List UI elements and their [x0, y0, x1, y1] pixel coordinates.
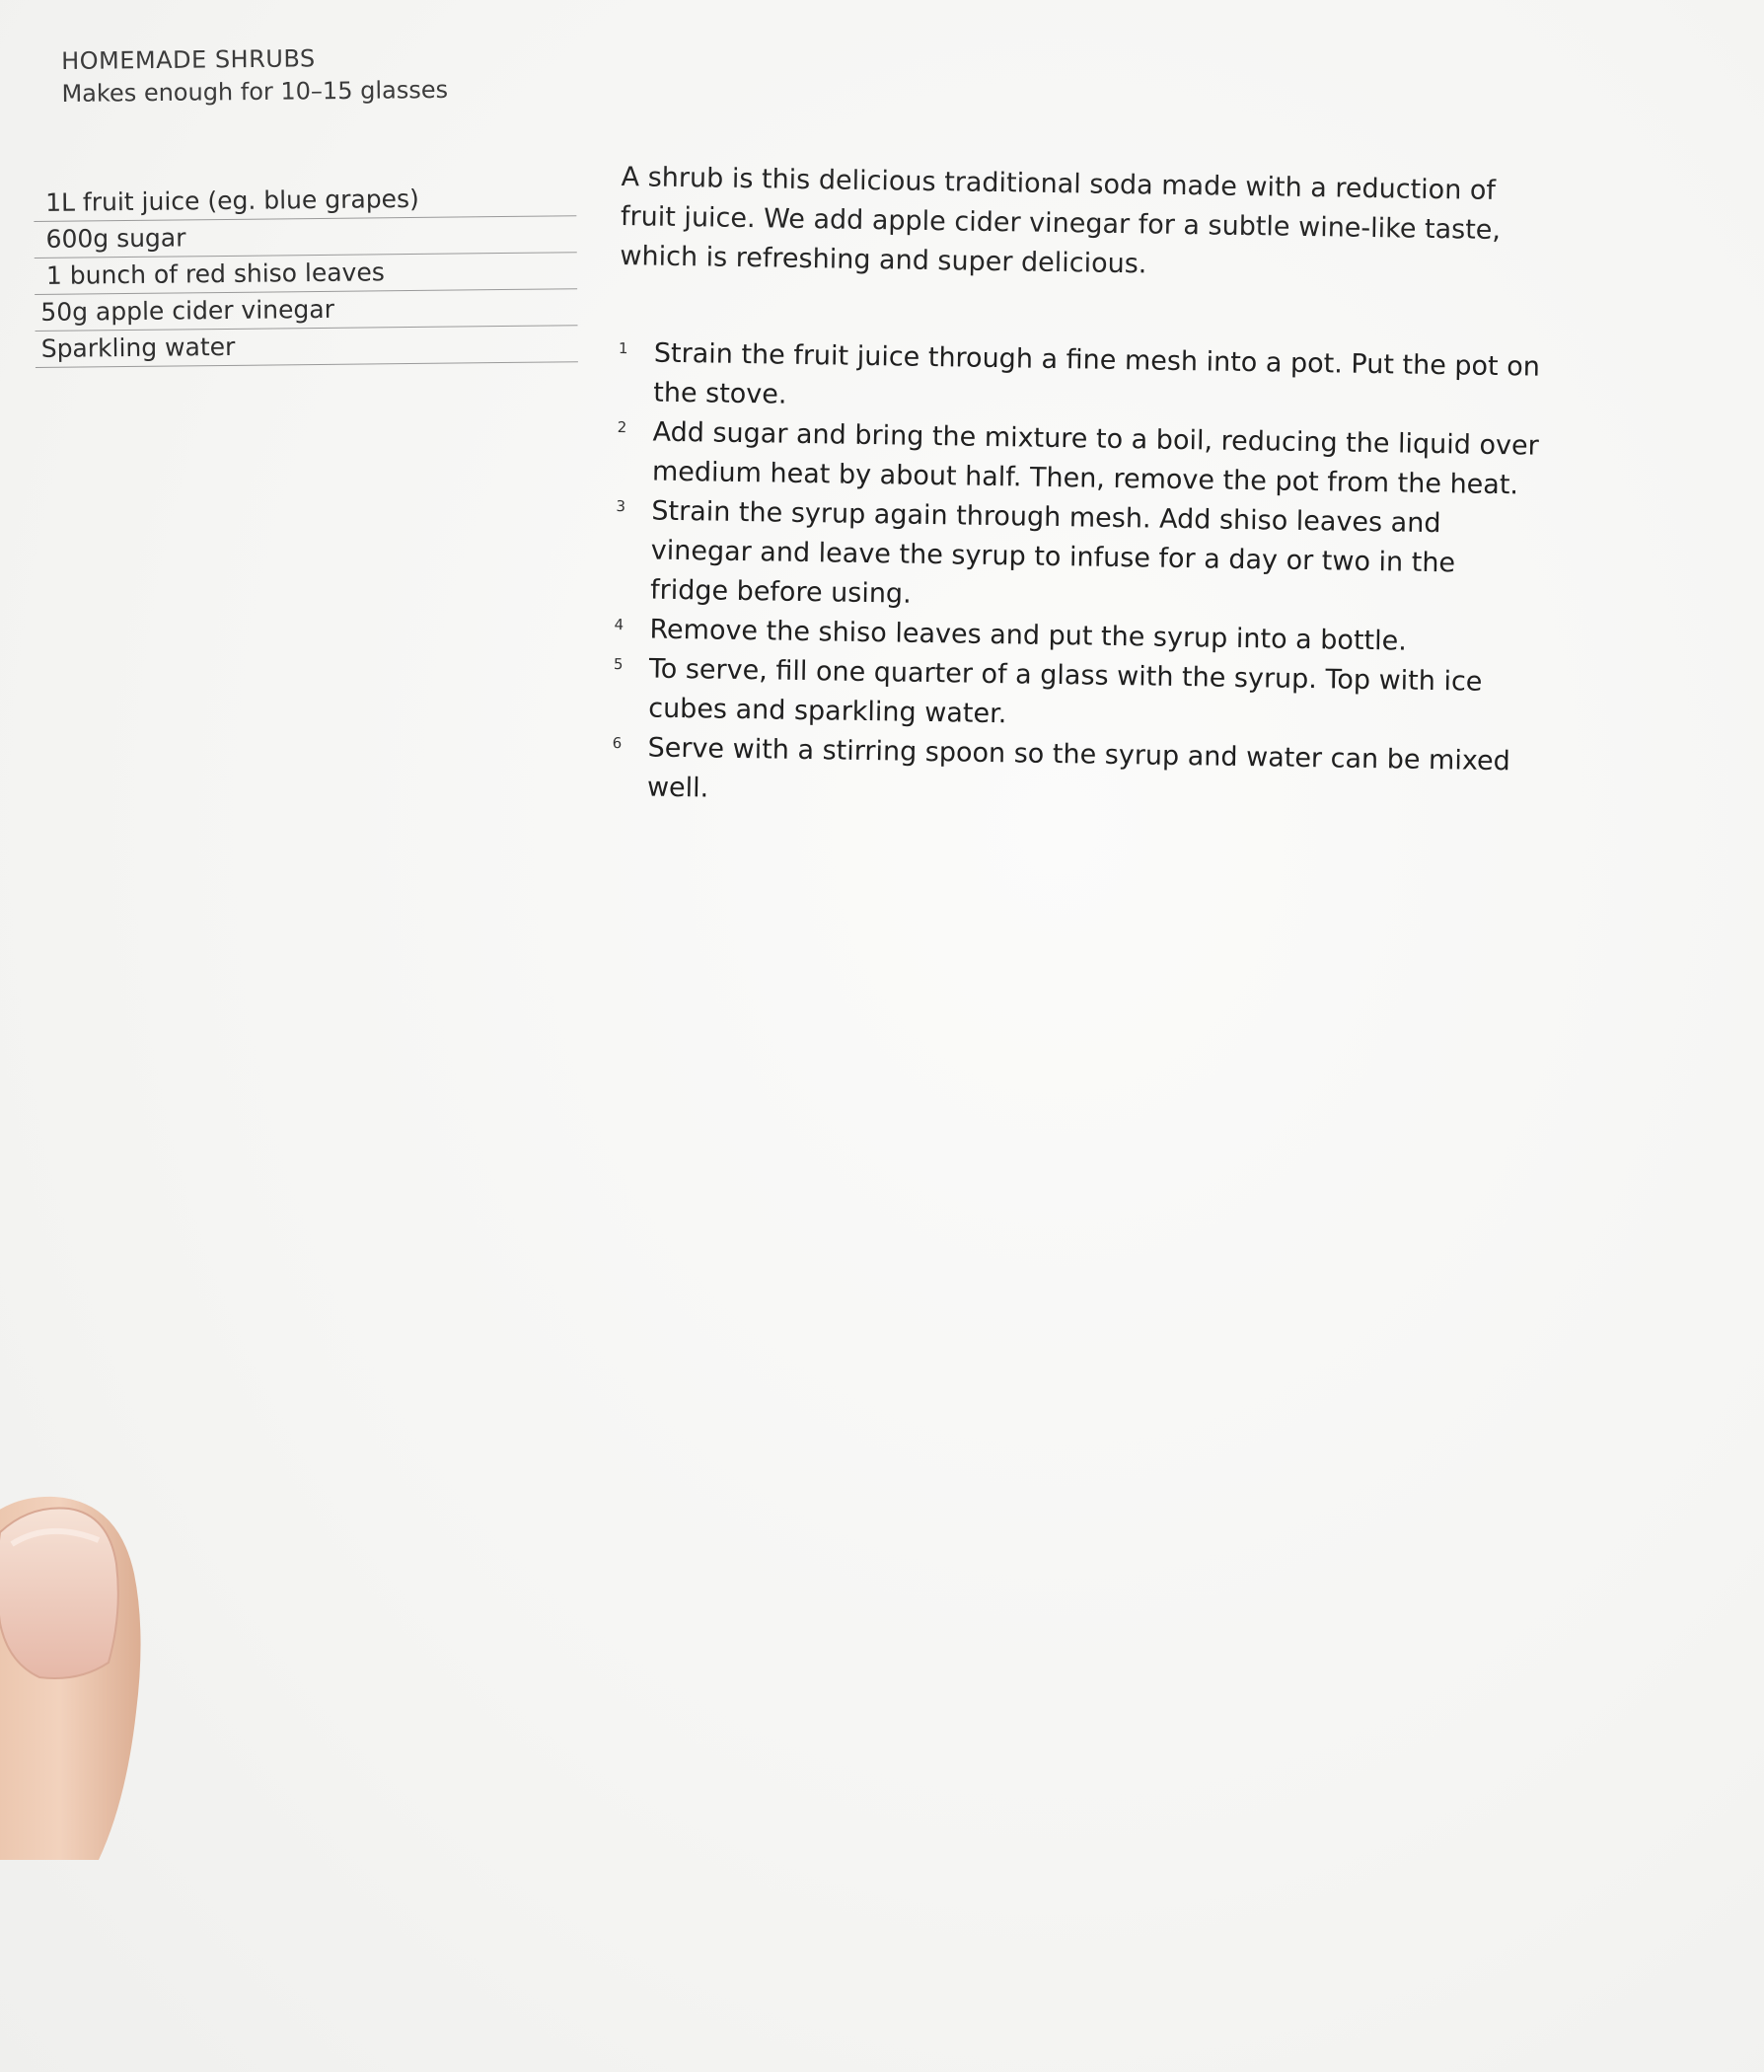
step-text: Strain the fruit juice through a fine mesh into a pot. Put the pot on the stove. [653, 337, 1541, 410]
step-number: 3 [616, 496, 626, 516]
step-number: 1 [618, 339, 628, 358]
ingredient-item: 50g apple cider vinegar [35, 289, 577, 332]
step-text: Remove the shiso leaves and put the syrup into a bottle. [649, 614, 1408, 657]
step-text: Strain the syrup again through mesh. Add shiso leaves and vinegar and leave the syrup to infuse for a day or two in the fridge before using. [649, 495, 1456, 610]
step-list [610, 333, 1544, 822]
step-item [613, 491, 1542, 625]
recipe-header [61, 41, 448, 111]
step-number: 4 [614, 615, 625, 634]
step-number: 2 [617, 417, 627, 437]
step-number: 5 [613, 654, 624, 674]
step-item [615, 412, 1543, 506]
ingredient-item: 1L fruit juice (eg. blue grapes) [34, 180, 576, 222]
step-item [610, 728, 1538, 822]
step-text: Add sugar and bring the mixture to a boil, reducing the liquid over medium heat by about half. Then, remove the pot from the heat. [651, 416, 1539, 501]
ingredient-item: 1 bunch of red shiso leaves [35, 253, 577, 295]
step-text: Serve with a stirring spoon so the syrup and water can be mixed well. [646, 732, 1510, 804]
step-number: 6 [612, 733, 623, 753]
thumb-image [0, 1485, 187, 1860]
recipe-body [610, 158, 1547, 822]
recipe-intro: A shrub is this delicious traditional soda made with a reduction of fruit juice. We add apple cider vinegar for a subtle wine-like taste, which is refreshing and super delicious. [620, 162, 1502, 280]
step-item [611, 649, 1539, 743]
step-item [616, 333, 1544, 427]
recipe-yield: Makes enough for 10–15 glasses [61, 75, 449, 108]
ingredient-item: Sparkling water [36, 326, 578, 368]
ingredient-item: 600g sugar [34, 216, 576, 259]
recipe-title: HOMEMADE SHRUBS [61, 44, 316, 75]
step-text: To serve, fill one quarter of a glass with the syrup. Top with ice cubes and sparkling water. [647, 653, 1483, 730]
ingredient-list [34, 180, 578, 368]
